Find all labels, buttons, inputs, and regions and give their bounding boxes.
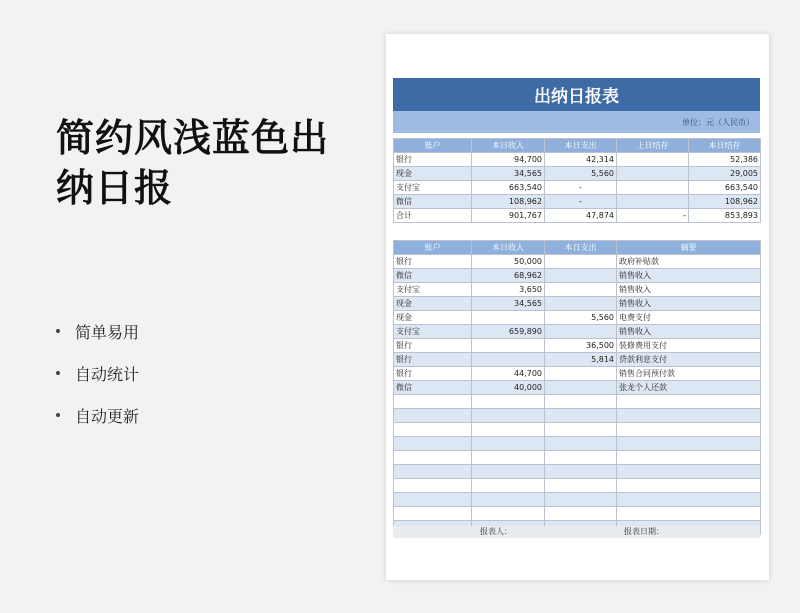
table-row xyxy=(394,353,761,367)
table-cell xyxy=(394,493,472,507)
detail-table xyxy=(393,240,761,535)
sheet-title: 出纳日报表 xyxy=(393,78,760,111)
feature-label: 自动更新 xyxy=(75,406,140,426)
summary-header-row xyxy=(394,139,761,153)
table-cell: 合计 xyxy=(394,209,472,223)
table-cell: 663,540 xyxy=(472,181,545,195)
table-cell xyxy=(472,311,545,325)
table-cell: 微信 xyxy=(394,381,472,395)
table-cell xyxy=(472,493,545,507)
table-cell: 销售收入 xyxy=(617,269,761,283)
table-cell: 5,560 xyxy=(545,167,617,181)
table-cell: 销售收入 xyxy=(617,297,761,311)
table-cell xyxy=(472,423,545,437)
table-row xyxy=(394,181,761,195)
table-cell xyxy=(617,409,761,423)
table-cell xyxy=(545,493,617,507)
table-cell: 现金 xyxy=(394,311,472,325)
table-cell xyxy=(472,409,545,423)
table-cell xyxy=(472,479,545,493)
bullet-dot-icon xyxy=(56,413,60,417)
table-cell xyxy=(394,465,472,479)
table-row xyxy=(394,367,761,381)
table-cell xyxy=(545,479,617,493)
table-row xyxy=(394,311,761,325)
summary-table xyxy=(393,138,761,223)
table-cell xyxy=(394,395,472,409)
table-cell xyxy=(394,437,472,451)
table-cell xyxy=(617,181,689,195)
feature-label: 自动统计 xyxy=(75,364,140,384)
report-date-label: 报表日期： xyxy=(624,527,664,536)
table-row xyxy=(394,255,761,269)
table-cell: 52,386 xyxy=(689,153,761,167)
table-cell xyxy=(617,423,761,437)
table-cell xyxy=(545,297,617,311)
table-cell xyxy=(545,367,617,381)
table-cell xyxy=(545,255,617,269)
feature-list xyxy=(56,310,139,436)
table-row xyxy=(394,381,761,395)
spreadsheet-preview xyxy=(386,34,769,580)
table-cell xyxy=(394,409,472,423)
feature-item xyxy=(56,394,139,436)
table-cell xyxy=(545,283,617,297)
table-cell xyxy=(472,353,545,367)
table-cell: 电费支付 xyxy=(617,311,761,325)
table-cell: 张龙个人还款 xyxy=(617,381,761,395)
table-cell: 36,500 xyxy=(545,339,617,353)
table-cell: 支付宝 xyxy=(394,283,472,297)
table-cell: 银行 xyxy=(394,255,472,269)
table-cell: 94,700 xyxy=(472,153,545,167)
table-cell: 901,767 xyxy=(472,209,545,223)
table-cell xyxy=(617,153,689,167)
table-cell: 663,540 xyxy=(689,181,761,195)
table-cell: 42,314 xyxy=(545,153,617,167)
table-row xyxy=(394,507,761,521)
table-row xyxy=(394,209,761,223)
table-cell xyxy=(545,437,617,451)
table-cell xyxy=(617,437,761,451)
table-cell xyxy=(545,409,617,423)
detail-header-row xyxy=(394,241,761,255)
table-cell xyxy=(472,395,545,409)
table-cell xyxy=(472,451,545,465)
column-header: 本日收入 xyxy=(472,241,545,255)
column-header: 本日结存 xyxy=(689,139,761,153)
feature-item xyxy=(56,310,139,352)
table-row xyxy=(394,465,761,479)
table-cell xyxy=(617,195,689,209)
table-cell: 29,005 xyxy=(689,167,761,181)
table-cell: - xyxy=(545,181,617,195)
table-cell xyxy=(545,423,617,437)
table-cell xyxy=(545,269,617,283)
report-footer xyxy=(393,526,760,538)
table-cell xyxy=(472,465,545,479)
table-row xyxy=(394,479,761,493)
table-cell: 3,650 xyxy=(472,283,545,297)
table-cell xyxy=(617,451,761,465)
table-row xyxy=(394,283,761,297)
table-cell: 银行 xyxy=(394,367,472,381)
table-row xyxy=(394,167,761,181)
bullet-dot-icon xyxy=(56,371,60,375)
table-cell: 47,874 xyxy=(545,209,617,223)
table-cell: 50,000 xyxy=(472,255,545,269)
column-header: 账户 xyxy=(394,139,472,153)
table-cell xyxy=(617,395,761,409)
table-cell: 销售收入 xyxy=(617,325,761,339)
table-row xyxy=(394,339,761,353)
table-cell xyxy=(545,451,617,465)
table-cell xyxy=(617,493,761,507)
column-header: 上日结存 xyxy=(617,139,689,153)
table-cell xyxy=(617,167,689,181)
column-header: 账户 xyxy=(394,241,472,255)
feature-label: 简单易用 xyxy=(75,322,140,342)
table-cell xyxy=(545,325,617,339)
table-cell: - xyxy=(617,209,689,223)
table-cell xyxy=(617,507,761,521)
table-cell: 支付宝 xyxy=(394,325,472,339)
table-row xyxy=(394,269,761,283)
table-row xyxy=(394,153,761,167)
table-cell xyxy=(472,339,545,353)
column-header: 本日收入 xyxy=(472,139,545,153)
table-cell: 108,962 xyxy=(689,195,761,209)
column-header: 本日支出 xyxy=(545,241,617,255)
table-cell xyxy=(394,479,472,493)
table-row xyxy=(394,493,761,507)
table-cell: 现金 xyxy=(394,167,472,181)
table-cell: 销售合同预付款 xyxy=(617,367,761,381)
table-cell: 5,560 xyxy=(545,311,617,325)
table-cell: 装修费用支付 xyxy=(617,339,761,353)
table-cell xyxy=(617,465,761,479)
table-row xyxy=(394,423,761,437)
table-cell xyxy=(545,507,617,521)
bullet-dot-icon xyxy=(56,329,60,333)
table-row xyxy=(394,195,761,209)
table-cell: 68,962 xyxy=(472,269,545,283)
table-cell: 34,565 xyxy=(472,167,545,181)
table-row xyxy=(394,395,761,409)
table-cell xyxy=(617,479,761,493)
table-cell: 银行 xyxy=(394,353,472,367)
table-cell: 5,814 xyxy=(545,353,617,367)
table-row xyxy=(394,409,761,423)
table-row xyxy=(394,437,761,451)
table-cell xyxy=(394,423,472,437)
table-cell: 659,890 xyxy=(472,325,545,339)
table-cell: 销售收入 xyxy=(617,283,761,297)
table-cell: 44,700 xyxy=(472,367,545,381)
table-cell: 支付宝 xyxy=(394,181,472,195)
table-row xyxy=(394,325,761,339)
table-cell xyxy=(545,465,617,479)
table-cell: 108,962 xyxy=(472,195,545,209)
reporter-label: 报表人： xyxy=(480,527,512,536)
table-cell: 贷款利息支付 xyxy=(617,353,761,367)
column-header: 摘要 xyxy=(617,241,761,255)
table-cell: 政府补贴款 xyxy=(617,255,761,269)
table-cell: 银行 xyxy=(394,339,472,353)
table-cell: 银行 xyxy=(394,153,472,167)
table-cell: 微信 xyxy=(394,269,472,283)
table-cell xyxy=(472,437,545,451)
table-cell: 现金 xyxy=(394,297,472,311)
table-cell: - xyxy=(545,195,617,209)
table-cell xyxy=(545,381,617,395)
table-row xyxy=(394,297,761,311)
column-header: 本日支出 xyxy=(545,139,617,153)
table-cell xyxy=(394,451,472,465)
table-cell xyxy=(472,507,545,521)
table-cell xyxy=(545,395,617,409)
table-cell: 34,565 xyxy=(472,297,545,311)
currency-unit: 单位：元（人民币） xyxy=(393,111,760,133)
table-row xyxy=(394,451,761,465)
table-cell: 853,893 xyxy=(689,209,761,223)
table-cell xyxy=(394,507,472,521)
table-cell: 微信 xyxy=(394,195,472,209)
promo-title: 简约风浅蓝色出纳日报 xyxy=(56,116,330,210)
table-cell: 40,000 xyxy=(472,381,545,395)
feature-item xyxy=(56,352,139,394)
